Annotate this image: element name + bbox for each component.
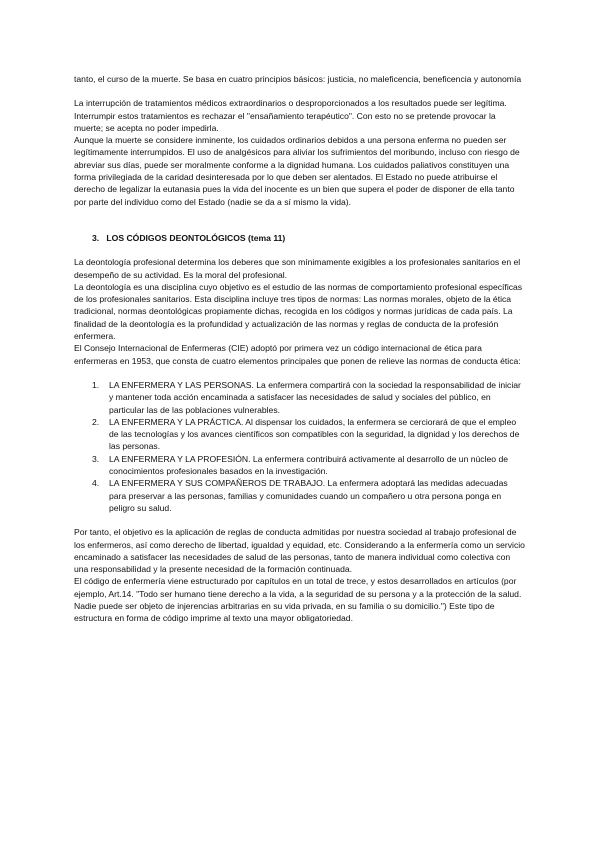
- paragraph-code-structure: El código de enfermería viene estructurado por capítulos en un total de trece, y estos desarrollados en artículos (por ejemplo, Art.14. "Todo ser humano tiene derecho a la vida, a la seguridad de su persona y a la protección de la salud. Nadie puede ser objeto de injerencias arbitrarias en su vida privada, en su familia o su domicilio.") Este tipo de estructura en forma de código imprime al texto una mayor obligatoriedad.: [74, 576, 522, 624]
- list-item-number: 2.: [92, 416, 100, 427]
- section-title: LOS CÓDIGOS DEONTOLÓGICOS (tema 11): [106, 232, 286, 243]
- paragraph-ordinary-care: Aunque la muerte se considere inminente, los cuidados ordinarios debidos a una persona enferma no pueden ser legítimamente interrumpidos. El uso de analgésicos para aliviar los sufrimientos del moribundo, incluso con riesgo de abreviar sus días, puede ser moralmente conforme a la dignidad humana. Los cuidados paliativos constituyen una forma privilegiada de la caridad desinteresada por lo que deben ser alentados. El Estado no puede atribuirse el derecho de legalizar la eutanasia pues la vida del inocente es un bien que supera el poder de disponer de ella tanto por parte del individuo como del Estado (nadie se da a sí mismo la vida).: [74, 135, 520, 207]
- paragraph-treatment-interruption: La interrupción de tratamientos médicos extraordinarios o desproporcionados a los resultados puede ser legítima. Interrumpir estos tratamientos es rechazar el "ensañamiento terapéutico". Con esto no se pretende provocar la muerte; se acepta no poder impedirla.: [74, 98, 507, 133]
- paragraph-deontology-definition: La deontología profesional determina los deberes que son mínimamente exigibles a los profesionales sanitarios en el desempeño de su actividad. Es la moral del profesional.: [74, 257, 521, 280]
- list-item: [74, 379, 526, 416]
- paragraph-deontology-discipline: La deontología es una disciplina cuyo objetivo es el estudio de las normas de comportamiento profesional específicas de los profesionales sanitarios. Esta disciplina incluye tres tipos de normas: Las normas morales, objeto de la ética tradicional, normas deontológicas propiamente dichas, recogida en los códigos y normas jurídicas de cada país. La finalidad de la deontología es la profundidad y actualización de las normas y reglas de conducta de la profesión enfermera.: [74, 281, 523, 342]
- list-item-number: 1.: [92, 379, 100, 390]
- section-number: 3.: [92, 232, 100, 243]
- cie-elements-list: [74, 379, 526, 514]
- list-item: [74, 477, 526, 514]
- list-item-text: LA ENFERMERA Y LA PRÁCTICA. Al dispensar los cuidados, la enfermera se cerciorará de que el empleo de las tecnologías y los avances científicos son compatibles con la seguridad, la dignidad y los derechos de las personas.: [109, 416, 520, 452]
- document-body: [74, 73, 526, 625]
- section-heading: [74, 232, 526, 244]
- list-item-text: LA ENFERMERA Y LA PROFESIÓN. La enfermera contribuirá activamente al desarrollo de un núcleo de conocimientos profesionales basados en la investigación.: [109, 453, 509, 477]
- list-item-text: LA ENFERMERA Y SUS COMPAÑEROS DE TRABAJO. La enfermera adoptará las medidas adecuadas para preservar a las personas, familias y comunidades cuando un compañero u otra persona ponga en peligro su salud.: [109, 478, 508, 513]
- list-item-text: LA ENFERMERA Y LAS PERSONAS. La enfermera compartirá con la sociedad la responsabilidad de iniciar y mantener toda acción encaminada a satisfacer las necesidades de salud y sociales del público, en particular las de las poblaciones vulnerables.: [109, 379, 521, 415]
- list-item-number: 3.: [92, 453, 100, 464]
- list-item-number: 4.: [92, 478, 100, 489]
- paragraph-cie-code: El Consejo Internacional de Enfermeras (CIE) adoptó por primera vez un código internacional de ética para enfermeras en 1953, que consta de cuatro elementos principales que ponen de relieve las normas de conducta ética:: [74, 343, 521, 366]
- list-item: [74, 416, 526, 453]
- paragraph-objective: Por tanto, el objetivo es la aplicación de reglas de conducta admitidas por nuestra sociedad al trabajo profesional de los enfermeros, así como derecho de libertad, igualdad y equidad, etc. Considerando a la enfermería como un servicio encaminado a satisfacer las necesidades de salud de las personas, tanto de manera individual como colectiva con una responsabilidad y la presente necesidad de la formación continuada.: [74, 527, 525, 575]
- paragraph-principles: tanto, el curso de la muerte. Se basa en cuatro principios básicos: justicia, no maleficencia, beneficencia y autonomía: [74, 74, 522, 84]
- list-item: [74, 453, 526, 478]
